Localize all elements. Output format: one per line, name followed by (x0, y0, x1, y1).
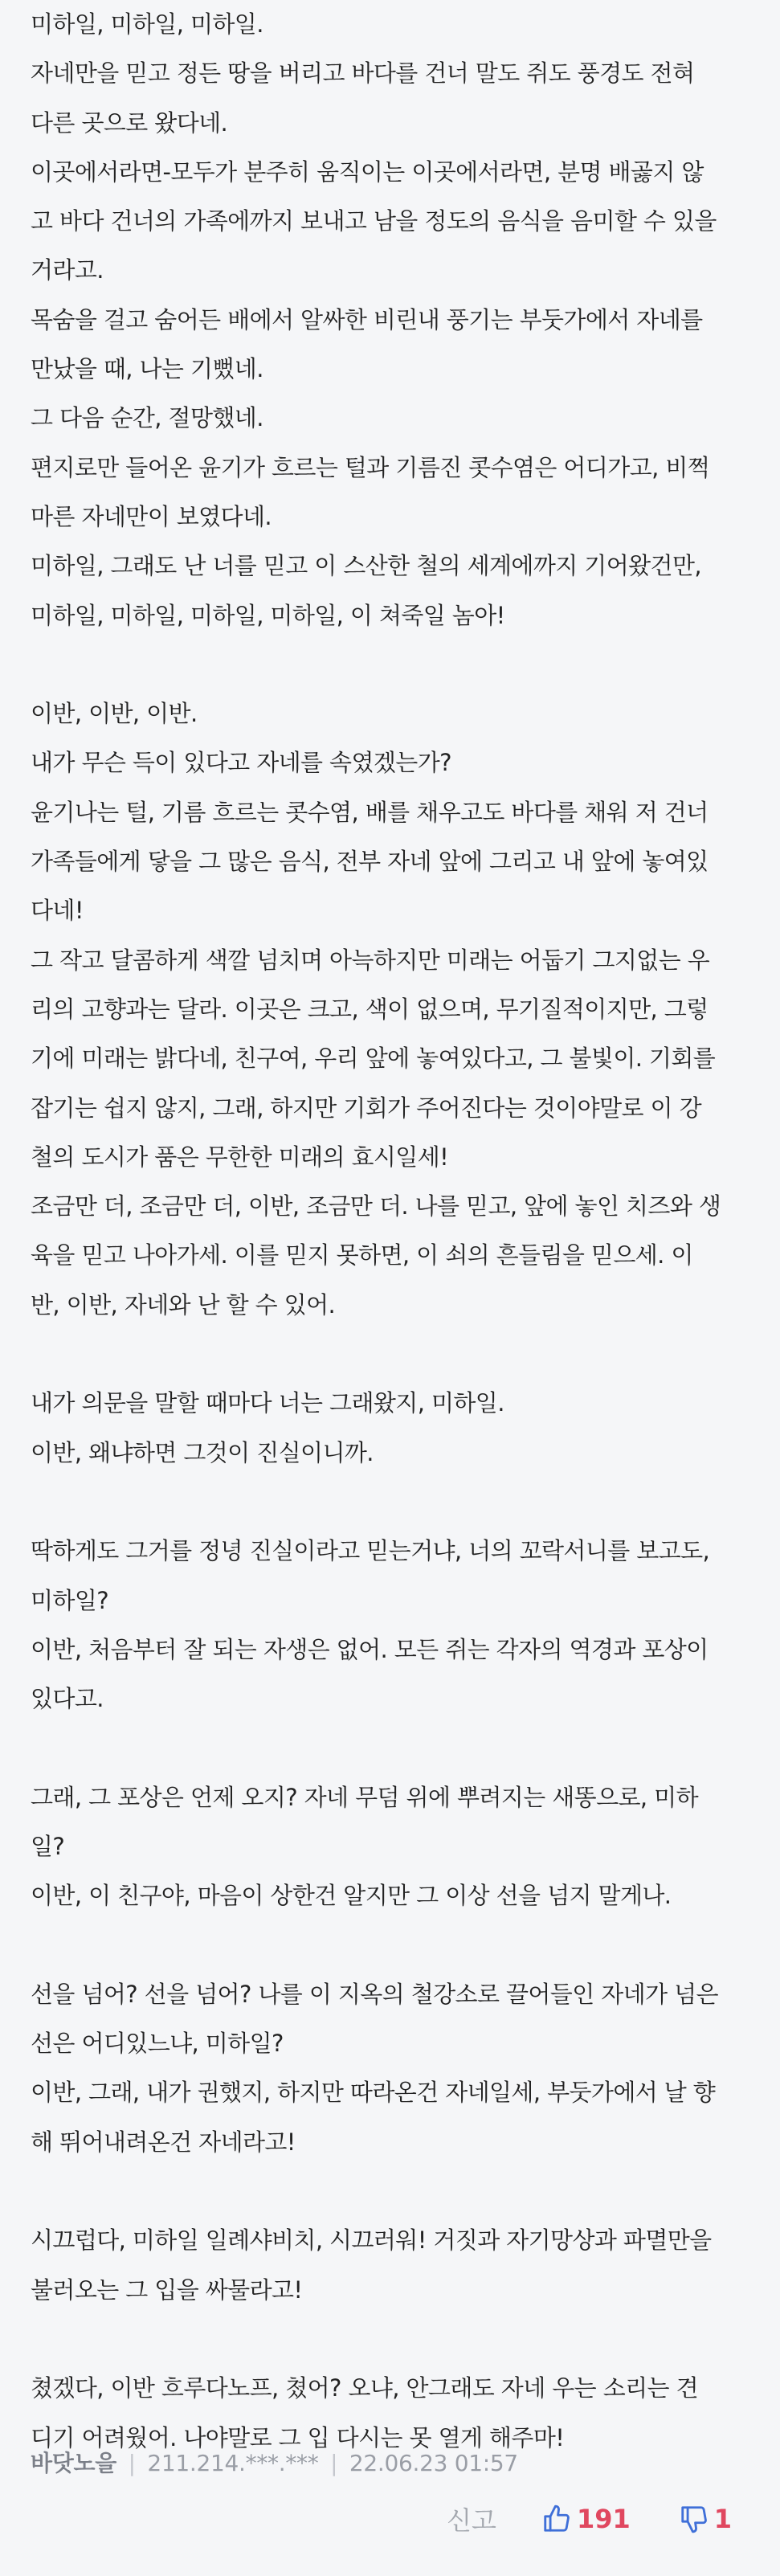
post-body (31, 0, 749, 2463)
post-line: 자네만을 믿고 정든 땅을 버리고 바다를 건너 말도 쥐도 풍경도 전혀 (31, 59, 695, 88)
post-line: 거라고. (31, 256, 104, 284)
post-line: 그래, 그 포상은 언제 오지? 자네 무덤 위에 뿌려지는 새똥으로, 미하 (31, 1783, 698, 1811)
post-line: 딱하게도 그거를 정녕 진실이라고 믿는거냐, 너의 꼬락서니를 보고도, (31, 1537, 710, 1565)
post-line: 목숨을 걸고 숨어든 배에서 알싸한 비린내 풍기는 부둣가에서 자네를 (31, 305, 703, 333)
author-name[interactable]: 바닷노을 (31, 2450, 116, 2476)
post-line: 이반, 그래, 내가 권했지, 하지만 따라온건 자네일세, 부둣가에서 날 향 (31, 2079, 716, 2107)
post-line: 미하일? (31, 1586, 109, 1614)
post-meta (31, 2446, 518, 2478)
post-line: 내가 의문을 말할 때마다 너는 그래왔지, 미하일. (31, 1389, 504, 1417)
post-line: 마른 자네만이 보였다네. (31, 502, 272, 530)
post-line: 미하일, 그래도 난 너를 믿고 이 스산한 철의 세계에까지 기어왔건만, (31, 552, 701, 580)
paragraph-gap (31, 1921, 749, 1970)
post-actions (447, 2500, 732, 2537)
post-line: 그 작고 달콤하게 색깔 넘치며 아늑하지만 미래는 어둡기 그지없는 우 (31, 946, 710, 974)
post-line: 해 뛰어내려온건 자네라고! (31, 2128, 296, 2156)
meta-separator: | (128, 2450, 136, 2476)
post-line: 다른 곳으로 왔다네. (31, 108, 228, 137)
post-line: 리의 고향과는 달라. 이곳은 크고, 색이 없으며, 무기질적이지만, 그렇 (31, 995, 709, 1023)
paragraph-gap (31, 1330, 749, 1379)
post-line: 불러오는 그 입을 싸물라고! (31, 2275, 303, 2304)
post-line: 잡기는 쉽지 않지, 그래, 하지만 기회가 주어진다는 것이야말로 이 강 (31, 1094, 701, 1122)
post-line: 육을 믿고 나아가세. 이를 믿지 못하면, 이 쇠의 흔들림을 믿으세. 이 (31, 1241, 693, 1270)
post-line: 다네! (31, 897, 84, 925)
post-line: 가족들에게 닿을 그 많은 음식, 전부 자네 앞에 그리고 내 앞에 놓여있 (31, 848, 709, 876)
post-line: 시끄럽다, 미하일 일례샤비치, 시끄러워! 거짓과 자기망상과 파멸만을 (31, 2226, 712, 2255)
paragraph-gap (31, 2167, 749, 2216)
post-line: 미하일, 미하일, 미하일, 미하일, 이 쳐죽일 놈아! (31, 601, 505, 629)
report-button[interactable]: 신고 (447, 2505, 496, 2536)
post-line: 디기 어려웠어. 나야말로 그 입 다시는 못 열게 해주마! (31, 2423, 565, 2451)
paragraph-gap (31, 1478, 749, 1527)
post-line: 이곳에서라면-모두가 분주히 움직이는 이곳에서라면, 분명 배곯지 않 (31, 157, 704, 186)
paragraph-gap (31, 2315, 749, 2364)
author-ip: 211.214.***.*** (147, 2450, 319, 2476)
post-line: 철의 도시가 품은 무한한 미래의 효시일세! (31, 1143, 449, 1171)
post-line: 윤기나는 털, 기름 흐르는 콧수염, 배를 채우고도 바다를 채워 저 건너 (31, 798, 709, 826)
paragraph-gap (31, 1723, 749, 1773)
post-line: 그 다음 순간, 절망했네. (31, 404, 263, 432)
post-datetime: 22.06.23 01:57 (349, 2450, 518, 2476)
post-line: 쳤겠다, 이반 흐루다노프, 쳤어? 오냐, 안그래도 자네 우는 소리는 견 (31, 2374, 698, 2402)
post-line: 반, 이반, 자네와 난 할 수 있어. (31, 1290, 336, 1319)
upvote-button[interactable] (541, 2504, 631, 2534)
post-line: 이반, 처음부터 잘 되는 자생은 없어. 모든 쥐는 각자의 역경과 포상이 (31, 1635, 709, 1663)
post-line: 이반, 이반, 이반. (31, 700, 198, 728)
downvote-button[interactable] (679, 2504, 732, 2534)
post-line: 고 바다 건너의 가족에까지 보내고 남을 정도의 음식을 음미할 수 있을 (31, 207, 717, 235)
post-line: 이반, 이 친구야, 마음이 상한건 알지만 그 이상 선을 넘지 말게나. (31, 1882, 672, 1910)
post-line: 만났을 때, 나는 기뻤네. (31, 355, 263, 383)
post-line: 일? (31, 1832, 65, 1860)
thumbs-down-icon (679, 2504, 709, 2534)
post-line: 이반, 왜냐하면 그것이 진실이니까. (31, 1438, 374, 1466)
post-line: 선을 넘어? 선을 넘어? 나를 이 지옥의 철강소로 끌어들인 자네가 넘은 (31, 1980, 718, 2008)
paragraph-gap (31, 640, 749, 689)
post-line: 편지로만 들어온 윤기가 흐르는 털과 기름진 콧수염은 어디가고, 비쩍 (31, 453, 710, 481)
post-line: 조금만 더, 조금만 더, 이반, 조금만 더. 나를 믿고, 앞에 놓인 치즈와 생 (31, 1192, 721, 1221)
post-line: 내가 무슨 득이 있다고 자네를 속였겠는가? (31, 749, 451, 777)
upvote-count: 191 (576, 2504, 631, 2534)
post-line: 있다고. (31, 1685, 104, 1713)
post-line: 미하일, 미하일, 미하일. (31, 10, 263, 38)
downvote-count: 1 (713, 2504, 732, 2534)
meta-separator: | (330, 2450, 338, 2476)
thumbs-up-icon (541, 2504, 572, 2534)
post-line: 선은 어디있느냐, 미하일? (31, 2030, 284, 2058)
post-line: 기에 미래는 밝다네, 친구여, 우리 앞에 놓여있다고, 그 불빛이. 기회를 (31, 1045, 716, 1073)
